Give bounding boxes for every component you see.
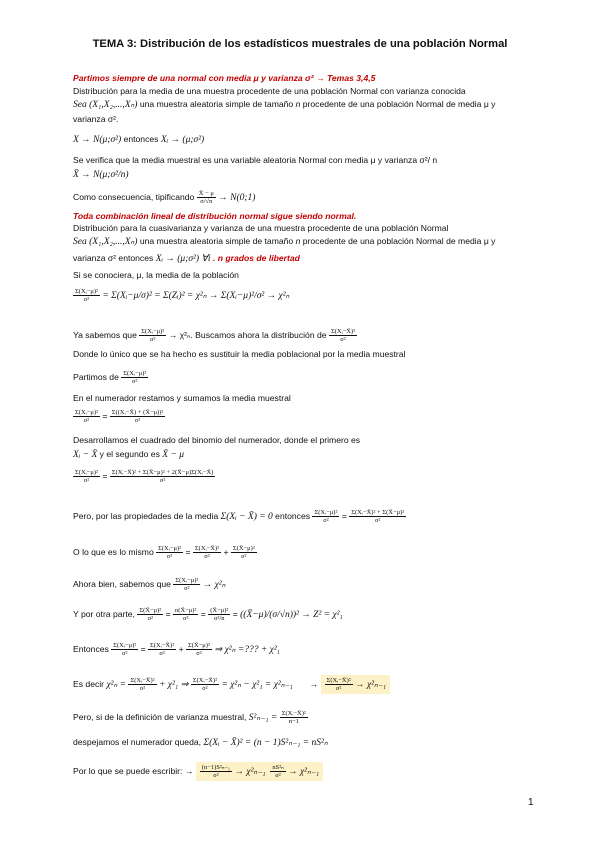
highlighted-result: $\frac{\text{Σ(Xᵢ−X̄)²}}{\text{σ²}}$ → χ²ₙ₋₁ bbox=[321, 675, 391, 694]
numerator-solve-line: despejamos el numerador queda, Σ(Xᵢ − X̄)² = (n − 1)S²ₙ₋₁ = nS²ₙ bbox=[73, 737, 328, 748]
page-title: TEMA 3: Distribución de los estadísticos muestrales de una población Normal bbox=[92, 38, 508, 50]
final-result-line: Por lo que se puede escribir: → $\frac{\text{(n−1)S²ₙ₋₁}}{\text{σ²}}$ → χ²ₙ₋₁ $\frac{\text{nS²ₙ}}{\text{σ²}}$ → χ²ₙ₋₁ bbox=[73, 762, 323, 781]
sample-mean-distribution: X̄ → N(μ;σ²/n) bbox=[73, 170, 129, 180]
known-result-line: Ya sabemos que $\frac{\text{Σ(Xᵢ−μ)²}}{\text{σ²}}$ → χ²ₙ. Buscamos ahora la distribución de $\frac{\text{Σ(Xᵢ−X̄)²}}{\text{σ²}}$ bbox=[73, 328, 356, 343]
equivalent-formula: O lo que es lo mismo $\frac{\text{Σ(Xᵢ−μ)²}}{\text{σ²}}$ = $\frac{\text{Σ(Xᵢ−X̄)²}}{\text{σ²}}$ + $\frac{\text{Σ(X̄−μ)²}}{\text{σ²}}$ bbox=[73, 545, 255, 560]
chi-square-known-line: Ahora bien, sabemos que $\frac{\text{Σ(Xᵢ−μ)²}}{\text{σ²}}$ → χ²ₙ bbox=[73, 577, 226, 592]
mean-variance-statement: Se verifica que la media muestral es una variable aleatoria Normal con media μ y varianza σ²/ n bbox=[73, 155, 438, 165]
expanded-binomial-formula: $\frac{\text{Σ(Xᵢ−μ)²}}{\text{σ²}}$ = $\frac{\text{Σ(Xᵢ−X̄)² + Σ(X̄−μ)² + 2(X̄−μ)Σ(Xᵢ−X̄)}}{\text{σ²}}$ bbox=[75, 469, 214, 484]
mean-property-line: Pero, por las propiedades de la media Σ(Xᵢ − X̄) = 0 entonces $\frac{\text{Σ(Xᵢ−μ)²}}{\text{σ²}}$ = $\frac{\text{Σ(Xᵢ−X̄)² + Σ(X̄−μ)²}}{\text{σ²}}$ bbox=[73, 509, 405, 524]
starting-point-line: Partimos de $\frac{\text{Σ(Xᵢ−μ)²}}{\text{σ²}}$ bbox=[73, 370, 147, 385]
linear-combination-note: Toda combinación lineal de distribución normal sigue siendo normal. bbox=[73, 211, 357, 221]
other-part-line: Y por otra parte, $\frac{\text{Σ(X̄−μ)²}}{\text{σ²}}$ = $\frac{\text{n(X̄−μ)²}}{\text{σ²}}$ = $\frac{\text{(X̄−μ)²}}{\text{σ²/n}}$ = ((X̄−μ)/(σ/√n))² → Z² = χ²₁ bbox=[73, 607, 343, 622]
standardization-line: Como consecuencia, tipificando $\frac{X̄ - \mu}{\sigma/√n}$ → N(0;1) bbox=[73, 190, 256, 205]
intro-note: Partimos siempre de una normal con media μ y varianza σ² → Temas 3,4,5 bbox=[73, 73, 376, 83]
normal-distribution-line: X → N(μ;σ²) entonces Xᵢ → (μ;σ²) bbox=[73, 134, 205, 145]
sample-definition-2: Sea (X₁,X₂,...,Xₙ) una muestra aleatoria simple de tamaño n procedente de una población Normal de media μ y bbox=[73, 236, 496, 247]
chi-square-derivation: $\frac{\text{Σ(Xᵢ−μ)²}}{\text{σ²}}$ = Σ(Xᵢ−μ/σ)² = Σ(Zᵢ)² = χ²ₙ → Σ(Xᵢ−μ)²/σ² → χ²ₙ bbox=[75, 288, 290, 303]
add-subtract-formula: $\frac{\text{Σ(Xᵢ−μ)²}}{\text{σ²}}$ = $\frac{\text{Σ((Xᵢ−X̄) + (X̄−μ))²}}{\text{σ²}}$ bbox=[75, 409, 164, 424]
conclusion-line: Es decir χ²ₙ = $\frac{\text{Σ(Xᵢ−X̄)²}}{\text{σ²}}$ + χ²₁ ⇒ $\frac{\text{Σ(Xᵢ−X̄)²}}{\text{σ²}}$ = χ²ₙ − χ²₁ = χ²ₙ₋₁ → $\frac{\text{Σ(Xᵢ−X̄)²}}{\text{σ²}}$ → χ²ₙ₋₁ bbox=[73, 675, 390, 694]
section-mean-heading: Distribución para la media de una muestra procedente de una población Normal con varianza conocida bbox=[73, 86, 466, 96]
then-line: Entonces $\frac{\text{Σ(Xᵢ−μ)²}}{\text{σ²}}$ = $\frac{\text{Σ(Xᵢ−X̄)²}}{\text{σ²}}$ + $\frac{\text{Σ(X̄−μ)²}}{\text{σ²}}$ ⇒ χ²ₙ =??? + χ²₁ bbox=[73, 642, 280, 657]
known-mean-line: Si se conociera, μ, la media de la población bbox=[73, 270, 239, 280]
highlighted-final: $\frac{\text{(n−1)S²ₙ₋₁}}{\text{σ²}}$ → χ²ₙ₋₁ $\frac{\text{nS²ₙ}}{\text{σ²}}$ → χ²ₙ₋₁ bbox=[196, 762, 323, 781]
sample-definition: Sea (X₁,X₂,...,Xₙ) una muestra aleatoria simple de tamaño n procedente de una población Normal de media μ y bbox=[73, 99, 496, 110]
numerator-note: En el numerador restamos y sumamos la media muestral bbox=[73, 393, 291, 403]
page-number: 1 bbox=[528, 797, 534, 808]
variance-then-line: varianza σ² entonces Xᵢ → (μ;σ²) ∀i . n grados de libertad bbox=[73, 253, 300, 264]
binomial-note: Desarrollamos el cuadrado del binomio del numerador, donde el primero es bbox=[73, 435, 361, 445]
sample-variance-line: Pero, si de la definición de varianza muestral, S²ₙ₋₁ = $\frac{\text{Σ(Xᵢ−X̄)²}}{n-1}$ bbox=[73, 710, 306, 725]
variance-line: varianza σ². bbox=[73, 114, 119, 124]
standardized-fraction: $\frac{X̄ - \mu}{\sigma/√n}$ bbox=[198, 190, 214, 205]
section-variance-heading: Distribución para la cuasivarianza y varianza de una muestra procedente de una población Normal bbox=[73, 223, 449, 233]
substitution-note: Donde lo único que se ha hecho es sustituir la media poblacional por la media muestral bbox=[73, 349, 406, 359]
terms-line: Xᵢ − X̄ y el segundo es X̄ − μ bbox=[73, 449, 184, 460]
